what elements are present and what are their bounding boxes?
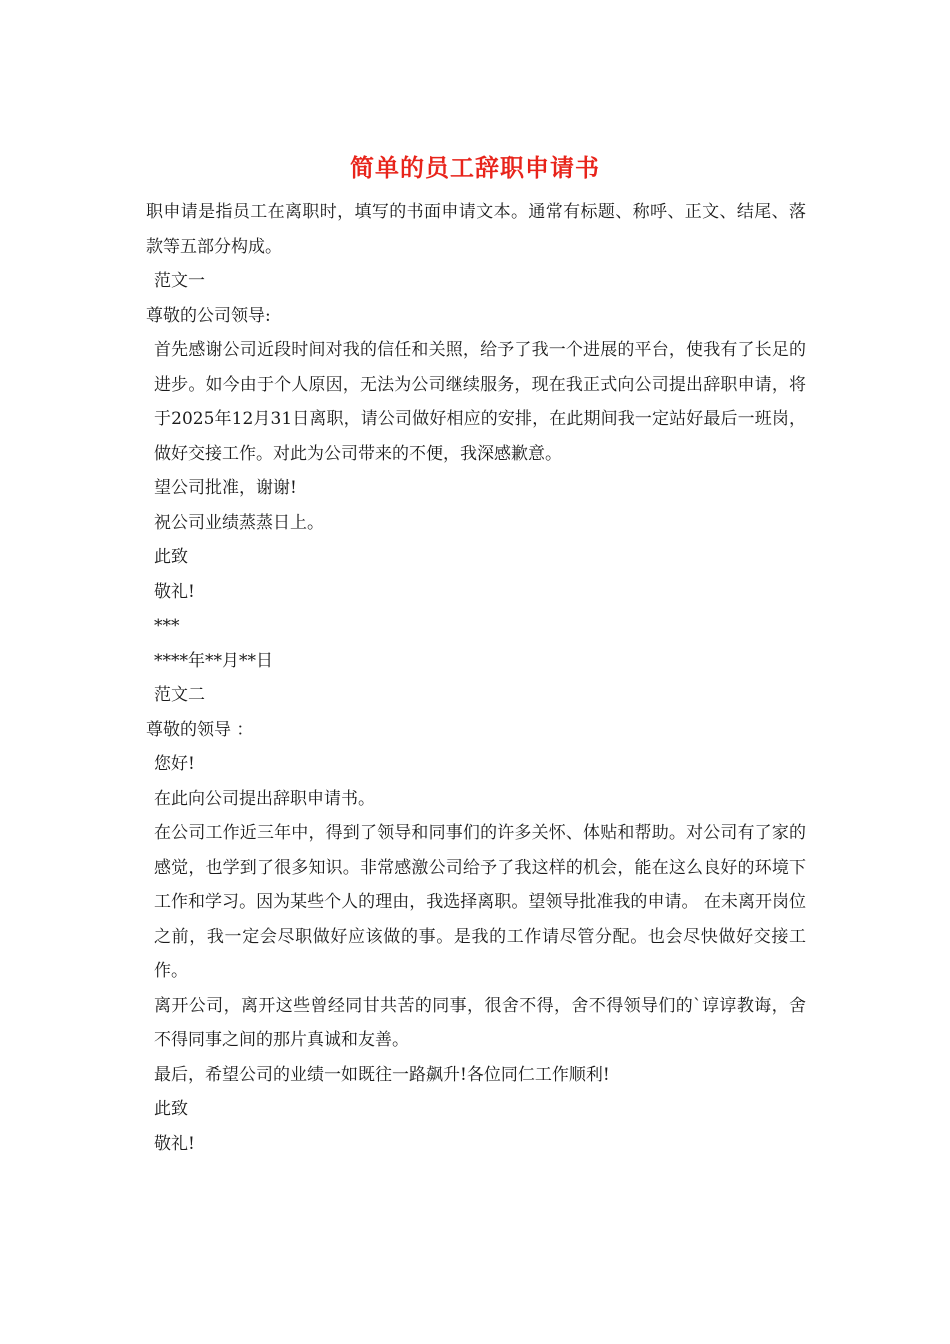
body-paragraph-three: 离开公司，离开这些曾经同甘共苦的同事，很舍不得，舍不得领导们的`谆谆教诲，舍不得同事之间的那片真诚和友善。	[154, 995, 806, 1050]
closing-jingli-two: 敬礼!	[154, 1133, 195, 1154]
final-wish-line: 最后，希望公司的业绩一如既往一路飙升!各位同仁工作顺利!	[154, 1064, 610, 1085]
intro-paragraph: 职申请是指员工在离职时，填写的书面申请文本。通常有标题、称呼、正文、结尾、落款等五部分构成。	[146, 202, 806, 257]
signature-date: ****年**月**日	[154, 650, 273, 671]
closing-cizhi-two: 此致	[154, 1099, 188, 1119]
wish-line: 祝公司业绩蒸蒸日上。	[154, 512, 324, 533]
closing-cizhi-one: 此致	[154, 547, 188, 567]
greeting-line: 您好!	[154, 754, 195, 774]
document-body	[146, 195, 806, 1161]
sample-two-heading: 范文二	[154, 685, 205, 705]
closing-jingli-one: 敬礼!	[154, 581, 195, 602]
body-paragraph-two: 在公司工作近三年中，得到了领导和同事们的许多关怀、体贴和帮助。对公司有了家的感觉，也学到了很多知识。非常感激公司给予了我这样的机会，能在这么良好的环境下工作和学习。因为某些个人的理由，我选择离职。望领导批准我的申请。 在未离开岗位之前，我一定会尽职做好应该做的事。是我的工作请尽管分配。也会尽快做好交接工作。	[154, 823, 806, 981]
salutation-one: 尊敬的公司领导:	[146, 305, 271, 326]
salutation-two: 尊敬的领导 ：	[146, 719, 254, 740]
statement-line: 在此向公司提出辞职申请书。	[154, 788, 375, 809]
sample-one-heading: 范文一	[154, 271, 205, 291]
request-line: 望公司批准，谢谢!	[154, 478, 297, 498]
body-paragraph-one: 首先感谢公司近段时间对我的信任和关照，给予了我一个进展的平台，使我有了长足的进步。如今由于个人原因，无法为公司继续服务，现在我正式向公司提出辞职申请，将于2025年12月31日离职，请公司做好相应的安排，在此期间我一定站好最后一班岗，做好交接工作。对此为公司带来的不便，我深感歉意。	[154, 340, 806, 464]
document-title: 简单的员工辞职申请书	[350, 153, 600, 182]
signature-name: ***	[154, 616, 180, 636]
